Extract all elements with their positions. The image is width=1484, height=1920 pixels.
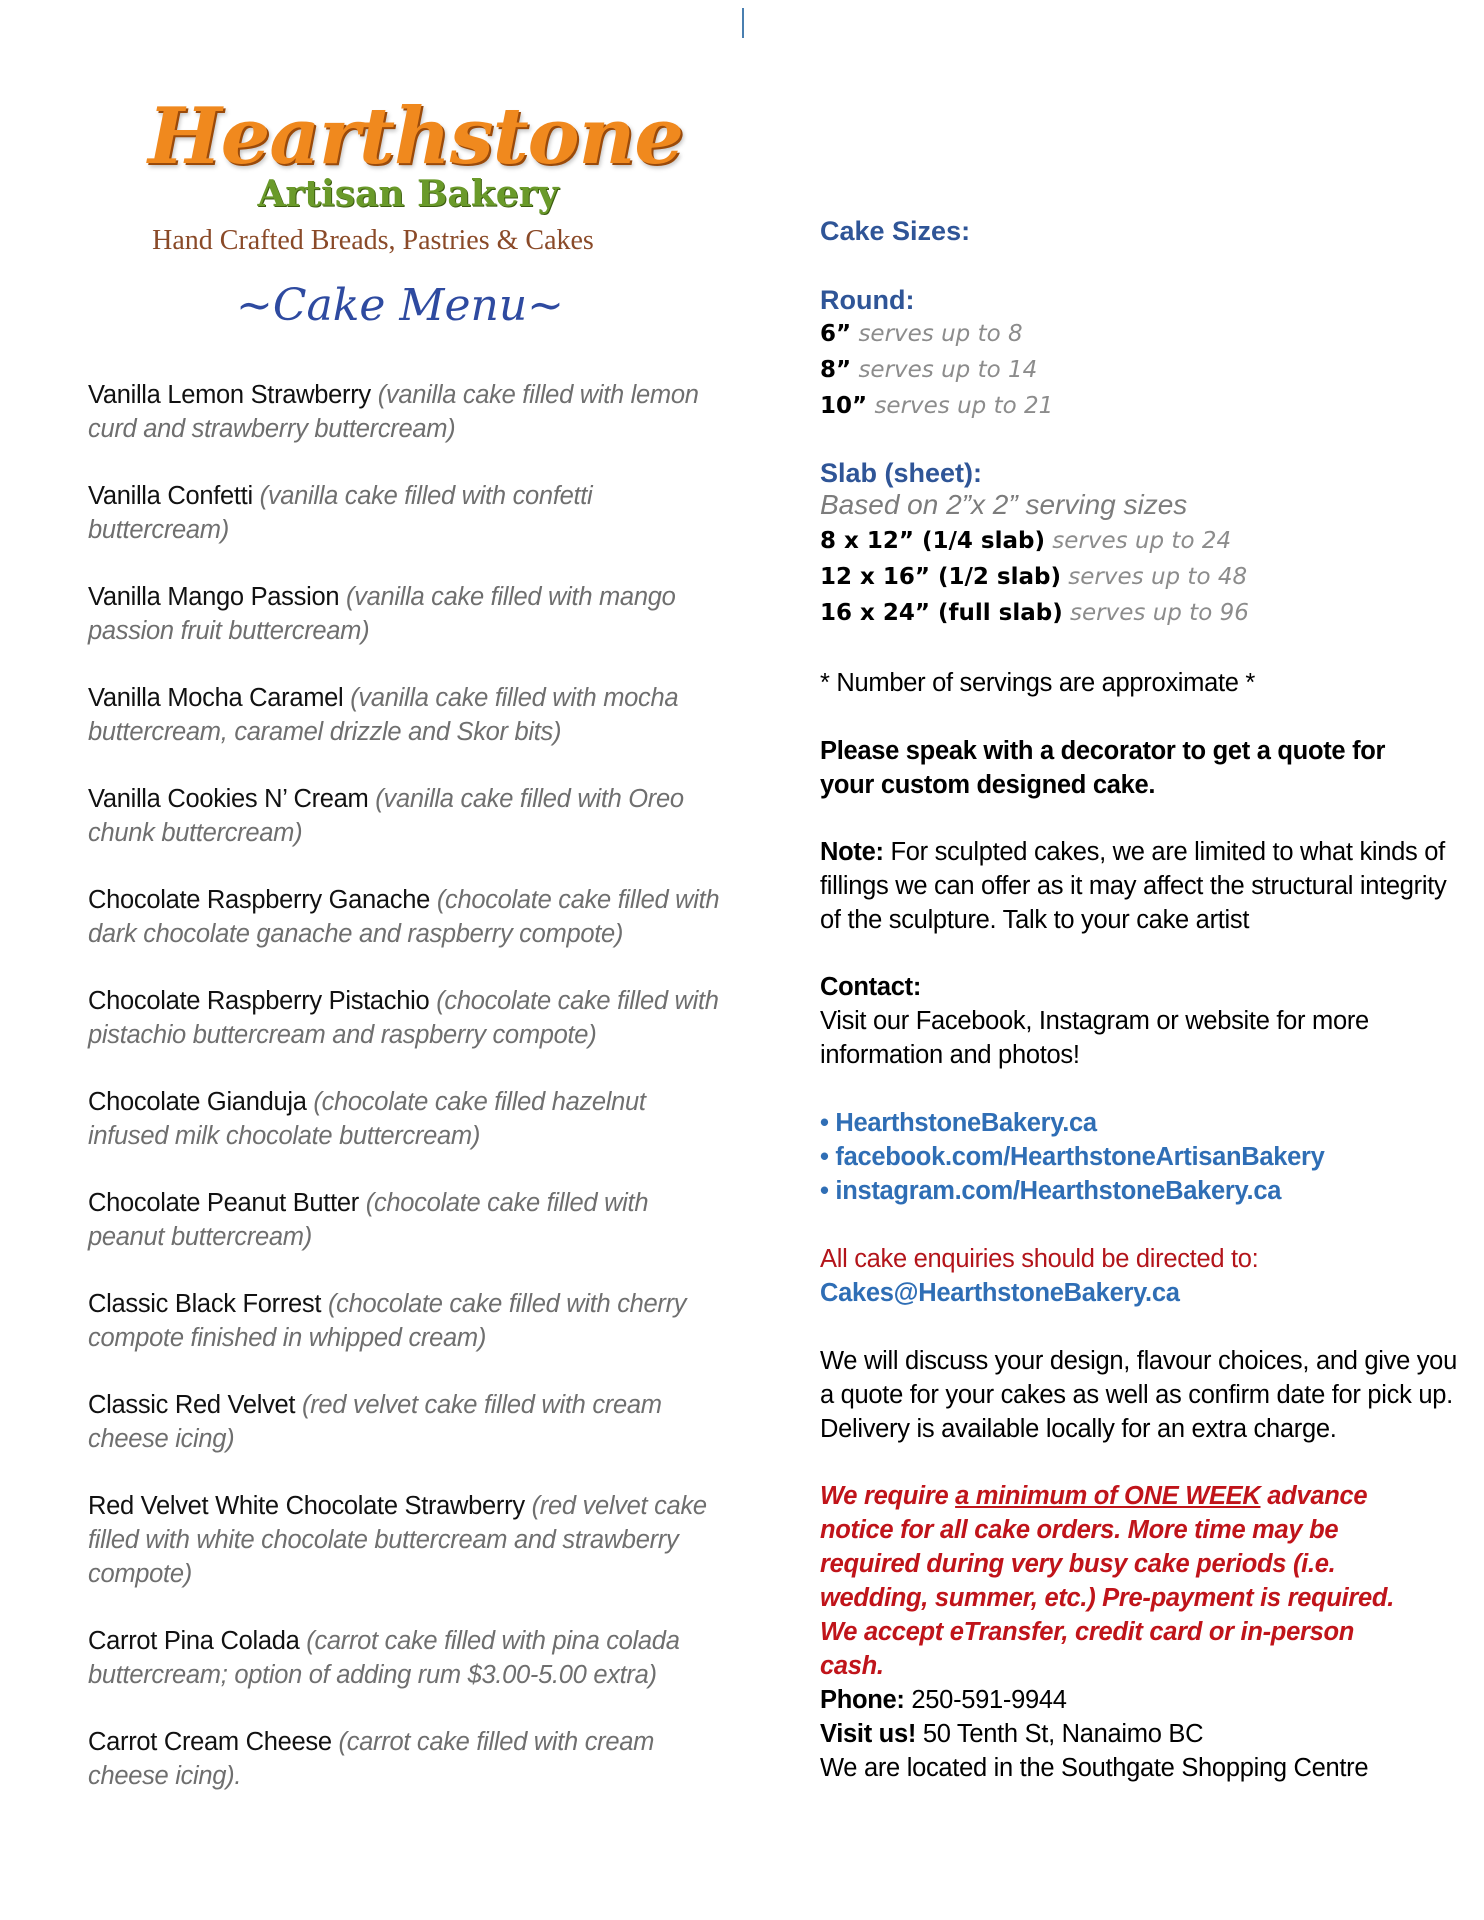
round-size-row [820,388,1053,424]
logo-tagline: Hand Crafted Breads, Pastries & Cakes [152,225,594,256]
slab-size-row [820,595,1249,631]
decorator-note: Please speak with a decorator to get a quote for your custom designed cake. [820,737,1386,799]
approximate-note: * Number of servings are approximate * [820,669,1256,697]
flavour-description: (vanilla cake filled with mocha buttercream, caramel drizzle and Skor bits) [88,684,679,746]
flavour-item [88,580,728,648]
slab-basis: Based on 2”x 2” serving sizes [820,489,1188,520]
note-label: Note: [820,838,884,866]
website-link[interactable]: • HearthstoneBakery.ca [820,1109,1097,1137]
flavour-name: Vanilla Mocha Caramel [88,684,344,712]
advance-notice-requirement [820,1479,1420,1683]
slab-heading: Slab (sheet): [820,458,983,488]
serves-label: serves up to 96 [1070,600,1249,626]
flavour-name: Chocolate Gianduja [88,1088,307,1116]
slab-size-row [820,523,1231,559]
flavour-description: (vanilla cake filled with lemon curd and strawberry buttercream) [88,381,699,443]
flavour-item [88,1489,728,1591]
sculpted-note [820,835,1460,937]
phone-label: Phone: [820,1686,905,1714]
flavour-list [88,378,728,1826]
phone-line [820,1683,1460,1717]
flavour-name: Red Velvet White Chocolate Strawberry [88,1492,525,1520]
flavour-name: Vanilla Lemon Strawberry [88,381,371,409]
logo-name: Hearthstone [148,91,683,182]
flavour-item [88,681,728,749]
serves-label: serves up to 48 [1068,564,1248,590]
enquiries-email-link[interactable]: Cakes@HearthstoneBakery.ca [820,1279,1180,1307]
flavour-item [88,1725,728,1793]
round-heading: Round: [820,285,915,315]
phone-number: 250-591-9944 [911,1686,1067,1714]
contact-text: Visit our Facebook, Instagram or website for more information and photos! [820,1007,1369,1069]
size-label: 8” [820,357,852,383]
serves-label: serves up to 24 [1052,528,1232,554]
contact-heading: Contact: [820,973,922,1001]
flavour-description: (chocolate cake filled with pistachio buttercream and raspberry compote) [88,987,719,1049]
logo-subtitle: Artisan Bakery [257,173,559,215]
flavour-name: Chocolate Raspberry Ganache [88,886,431,914]
flavour-item [88,1186,728,1254]
discuss-text: We will discuss your design, flavour choices, and give you a quote for your cakes as well as confirm date for pick up. Delivery is available locally for an extra charge. [820,1347,1457,1443]
requirement-post: advance notice for all cake orders. More time may be required during very busy cake periods (i.e. wedding, summer, etc.) Pre-payment is required. We accept eTransfer, credit card or in-person cash. [820,1482,1394,1680]
visit-line [820,1717,1460,1751]
flavour-item [88,1085,728,1153]
flavour-name: Carrot Pina Colada [88,1627,300,1655]
visit-label: Visit us! [820,1720,917,1748]
flavour-name: Vanilla Mango Passion [88,583,340,611]
flavour-name: Classic Black Forrest [88,1290,322,1318]
size-label: 16 x 24” (full slab) [820,600,1063,626]
flavour-description: (vanilla cake filled with confetti buttercream) [88,482,593,544]
menu-title: ~Cake Menu~ [235,280,565,331]
flavour-description: (chocolate cake filled with cherry compote finished in whipped cream) [88,1290,687,1352]
cake-sizes-heading: Cake Sizes: [820,216,971,246]
flavour-description: (carrot cake filled with pina colada buttercream; option of adding rum $3.00-5.00 extra) [88,1627,680,1689]
slab-size-row [820,559,1247,595]
size-label: 8 x 12” (1/4 slab) [820,528,1045,554]
flavour-item [88,984,728,1052]
flavour-description: (vanilla cake filled with Oreo chunk buttercream) [88,785,684,847]
size-label: 10” [820,393,868,419]
instagram-link[interactable]: • instagram.com/HearthstoneBakery.ca [820,1177,1282,1205]
flavour-item [88,782,728,850]
flavour-item [88,1624,728,1692]
requirement-pre: We require [820,1482,956,1510]
size-label: 12 x 16” (1/2 slab) [820,564,1061,590]
location-line: We are located in the Southgate Shopping Centre [820,1754,1369,1782]
flavour-name: Chocolate Peanut Butter [88,1189,359,1217]
flavour-description: (chocolate cake filled hazelnut infused milk chocolate buttercream) [88,1088,646,1150]
bakery-logo [128,91,683,267]
page-marker [742,8,744,38]
round-size-row [820,352,1037,388]
note-text: For sculpted cakes, we are limited to what kinds of fillings we can offer as it may affect the structural integrity of the sculpture. Talk to your cake artist [820,838,1447,934]
flavour-name: Vanilla Cookies N’ Cream [88,785,369,813]
flavour-name: Carrot Cream Cheese [88,1728,332,1756]
serves-label: serves up to 8 [858,321,1023,347]
flavour-description: (vanilla cake filled with mango passion fruit buttercream) [88,583,676,645]
flavour-name: Classic Red Velvet [88,1391,296,1419]
flavour-item [88,378,728,446]
flavour-name: Chocolate Raspberry Pistachio [88,987,430,1015]
enquiries-text: All cake enquiries should be directed to: [820,1245,1259,1273]
flavour-item [88,479,728,547]
flavour-item [88,1388,728,1456]
flavour-description: (red velvet cake filled with white chocolate buttercream and strawberry compote) [88,1492,707,1588]
flavour-name: Vanilla Confetti [88,482,253,510]
flavour-description: (chocolate cake filled with peanut buttercream) [88,1189,649,1251]
facebook-link[interactable]: • facebook.com/HearthstoneArtisanBakery [820,1143,1325,1171]
flavour-description: (red velvet cake filled with cream cheese icing) [88,1391,662,1453]
flavour-description: (carrot cake filled with cream cheese icing). [88,1728,655,1790]
flavour-item [88,883,728,951]
round-size-row [820,316,1023,352]
size-label: 6” [820,321,852,347]
serves-label: serves up to 14 [858,357,1038,383]
address: 50 Tenth St, Nanaimo BC [922,1720,1204,1748]
flavour-item [88,1287,728,1355]
requirement-underlined: a minimum of ONE WEEK [955,1482,1261,1510]
serves-label: serves up to 21 [874,393,1054,419]
flavour-description: (chocolate cake filled with dark chocolate ganache and raspberry compote) [88,886,720,948]
